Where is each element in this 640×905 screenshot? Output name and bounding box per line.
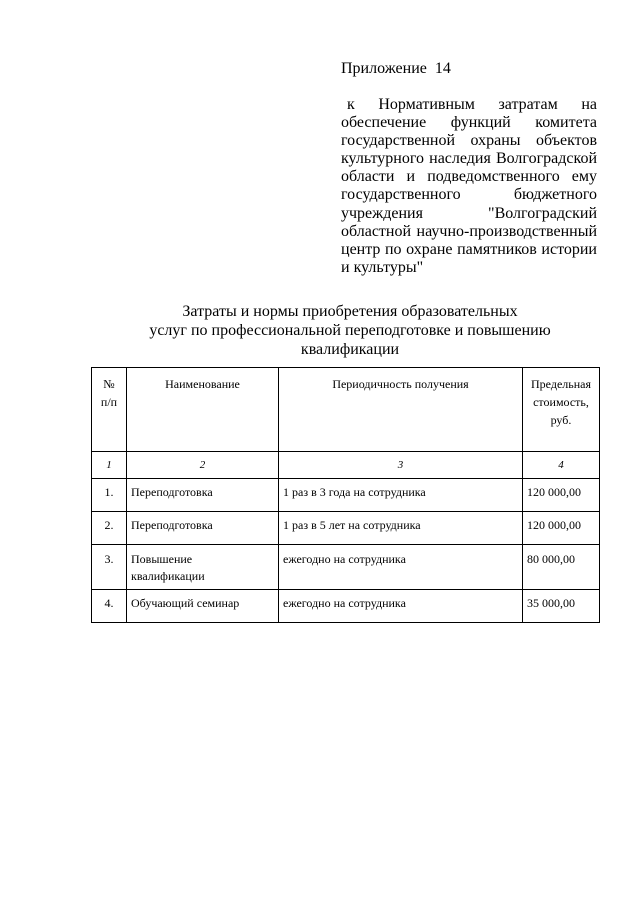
header-number-symbol: № xyxy=(103,377,115,391)
row-name: Переподготовка xyxy=(127,479,279,512)
row-cost: 35 000,00 xyxy=(523,590,600,623)
document-title-line: квалификации xyxy=(300,341,400,358)
table-row xyxy=(92,590,600,623)
header-name: Наименование xyxy=(127,368,279,452)
row-periodicity: 1 раз в 5 лет на сотрудника xyxy=(279,512,523,545)
row-number: 4. xyxy=(92,590,127,623)
row-number: 2. xyxy=(92,512,127,545)
table-row xyxy=(92,545,600,590)
column-index: 1 xyxy=(92,452,127,479)
row-cost: 120 000,00 xyxy=(523,479,600,512)
table-header-row xyxy=(92,368,600,452)
appendix-reference-text: к Нормативным затратам на обеспечение функций комитета государственной охраны объектов культурного наследия Волгоградской области и подведомственного ему государственного бюджетного учреждения "Волгоградский областной научно-производственный центр по охране памятников истории и культуры" xyxy=(341,96,597,276)
cost-norms-table xyxy=(91,367,600,623)
column-index-row xyxy=(92,452,600,479)
table-row xyxy=(92,479,600,512)
table-row xyxy=(92,512,600,545)
row-name-line: квалификации xyxy=(131,569,205,583)
header-periodicity: Периодичность получения xyxy=(279,368,523,452)
header-number xyxy=(92,368,127,452)
row-name: Обучающий семинар xyxy=(127,590,279,623)
row-periodicity: ежегодно на сотрудника xyxy=(279,545,523,590)
column-index: 3 xyxy=(279,452,523,479)
header-max-cost-line: руб. xyxy=(550,413,572,427)
row-periodicity: ежегодно на сотрудника xyxy=(279,590,523,623)
header-number-abbr: п/п xyxy=(100,395,118,409)
row-periodicity: 1 раз в 3 года на сотрудника xyxy=(279,479,523,512)
column-index: 2 xyxy=(127,452,279,479)
document-title-line: услуг по профессиональной переподготовке и повышению xyxy=(149,322,551,339)
header-max-cost-line: стоимость, xyxy=(533,395,589,409)
header-max-cost-line: Предельная xyxy=(531,377,591,391)
row-name-line: Повышение xyxy=(131,552,193,566)
row-cost: 120 000,00 xyxy=(523,512,600,545)
appendix-heading: Приложение 14 xyxy=(341,60,451,77)
row-name xyxy=(127,545,279,590)
document-title xyxy=(120,302,580,359)
row-number: 1. xyxy=(92,479,127,512)
row-cost: 80 000,00 xyxy=(523,545,600,590)
document-title-line: Затраты и нормы приобретения образовательных xyxy=(182,303,518,320)
column-index: 4 xyxy=(523,452,600,479)
row-number: 3. xyxy=(92,545,127,590)
row-name: Переподготовка xyxy=(127,512,279,545)
header-max-cost xyxy=(523,368,600,452)
